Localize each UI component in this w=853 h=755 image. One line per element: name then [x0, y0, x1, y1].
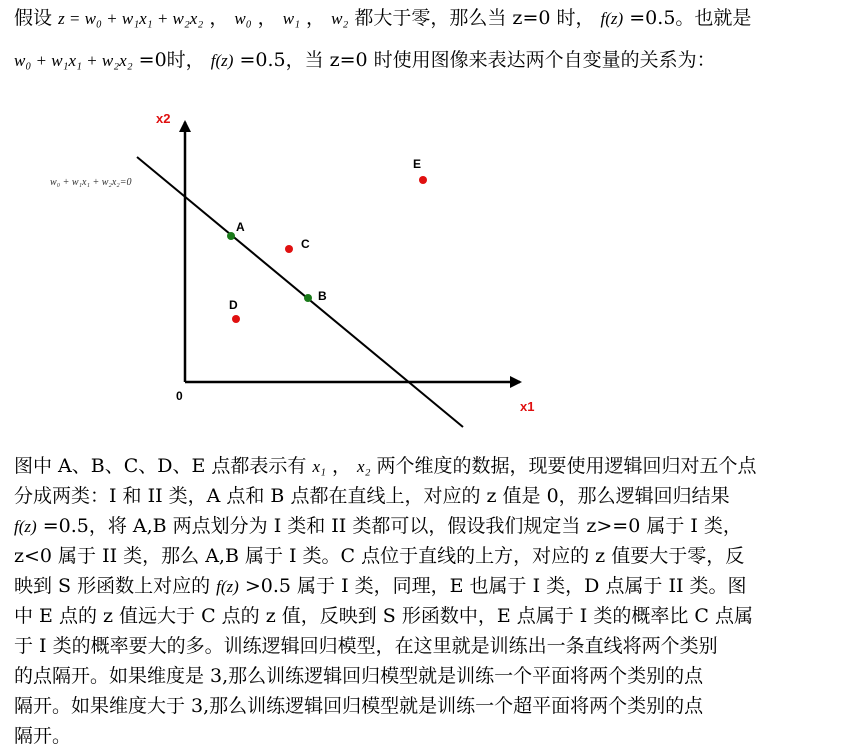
- text: 两个维度的数据，现要使用逻辑回归对五个点: [376, 455, 757, 477]
- body-line-9: [14, 690, 703, 723]
- fz-symbol: f(z): [210, 51, 234, 70]
- y-axis-label: x2: [156, 111, 171, 126]
- body-line-4: [14, 540, 744, 573]
- body-line-3: [14, 510, 742, 543]
- equation: w₀ + w₁x₁ + w₂x₂: [14, 51, 133, 70]
- x-axis-label: x1: [520, 399, 535, 414]
- body-line-7: [14, 630, 718, 663]
- origin-label: 0: [176, 389, 183, 403]
- text: >0.5 属于 I 类，同理，E 也属于 I 类，D 点属于 II 类。图: [244, 575, 747, 597]
- body-line-1: [14, 450, 757, 483]
- body-line-10: [14, 720, 71, 753]
- body-line-6: [14, 600, 753, 633]
- decision-boundary-figure: [0, 100, 853, 440]
- body-line-5: [14, 570, 747, 603]
- w2-symbol: w₂: [331, 9, 349, 28]
- text: 分成两类：I 和 II 类，A 点和 B 点都在直线上，对应的 z 值是 0，那么逻辑回归结果: [14, 485, 730, 507]
- boundary-equation-label: w₀ + w₁x₁ + w₂x₂=0: [50, 177, 132, 188]
- fz-symbol: f(z): [600, 9, 624, 28]
- point-a-label: A: [236, 220, 245, 234]
- w1-symbol: w₁: [282, 9, 300, 28]
- point-b: [304, 294, 312, 302]
- text: ，: [209, 7, 229, 29]
- text: 于 I 类的概率要大的多。训练逻辑回归模型，在这里就是训练出一条直线将两个类别: [14, 635, 718, 657]
- w0-symbol: w₀: [234, 9, 252, 28]
- point-c-label: C: [301, 237, 310, 251]
- point-d-label: D: [229, 298, 238, 312]
- text: 中 E 点的 z 值远大于 C 点的 z 值，反映到 S 形函数中，E 点属于 I 类的概率比 C 点属: [14, 605, 753, 627]
- text: 图中 A、B、C、D、E 点都表示有: [14, 455, 307, 477]
- point-c: [285, 245, 293, 253]
- body-line-2: [14, 480, 730, 513]
- text: ，: [306, 7, 326, 29]
- text: 隔开。如果维度大于 3,那么训练逻辑回归模型就是训练一个超平面将两个类别的点: [14, 695, 704, 717]
- text: =0.5。也就是: [629, 7, 752, 29]
- equation: z = w₀ + w₁x₁ + w₂x₂: [58, 9, 204, 28]
- text: 映到 S 形函数上对应的: [14, 575, 211, 597]
- text: 的点隔开。如果维度是 3,那么训练逻辑回归模型就是训练一个平面将两个类别的点: [14, 665, 704, 687]
- text: =0.5，将 A,B 两点划分为 I 类和 II 类都可以，假设我们规定当 z>=0 属于 I 类，: [42, 515, 742, 537]
- x1-symbol: x₁: [312, 457, 326, 476]
- text: ，: [257, 7, 277, 29]
- text: 都大于零，那么当 z=0 时，: [354, 7, 595, 29]
- intro-line-2: [14, 44, 716, 77]
- fz-symbol: f(z): [216, 577, 239, 596]
- text: =0时，: [138, 49, 205, 71]
- text: =0.5，当 z=0 时使用图像来表达两个自变量的关系为：: [239, 49, 716, 71]
- point-a: [227, 232, 235, 240]
- text: ，: [331, 455, 351, 477]
- point-e-label: E: [413, 157, 422, 171]
- body-line-8: [14, 660, 703, 693]
- text: 隔开。: [14, 725, 72, 747]
- point-e: [419, 176, 427, 184]
- fz-symbol: f(z): [14, 517, 37, 536]
- point-d: [232, 315, 240, 323]
- point-b-label: B: [318, 289, 327, 303]
- text: z<0 属于 II 类，那么 A,B 属于 I 类。C 点位于直线的上方，对应的 z 值要大于零，反: [14, 545, 745, 567]
- x2-symbol: x₂: [357, 457, 371, 476]
- intro-line-1: [14, 2, 751, 35]
- text: 假设: [14, 7, 53, 29]
